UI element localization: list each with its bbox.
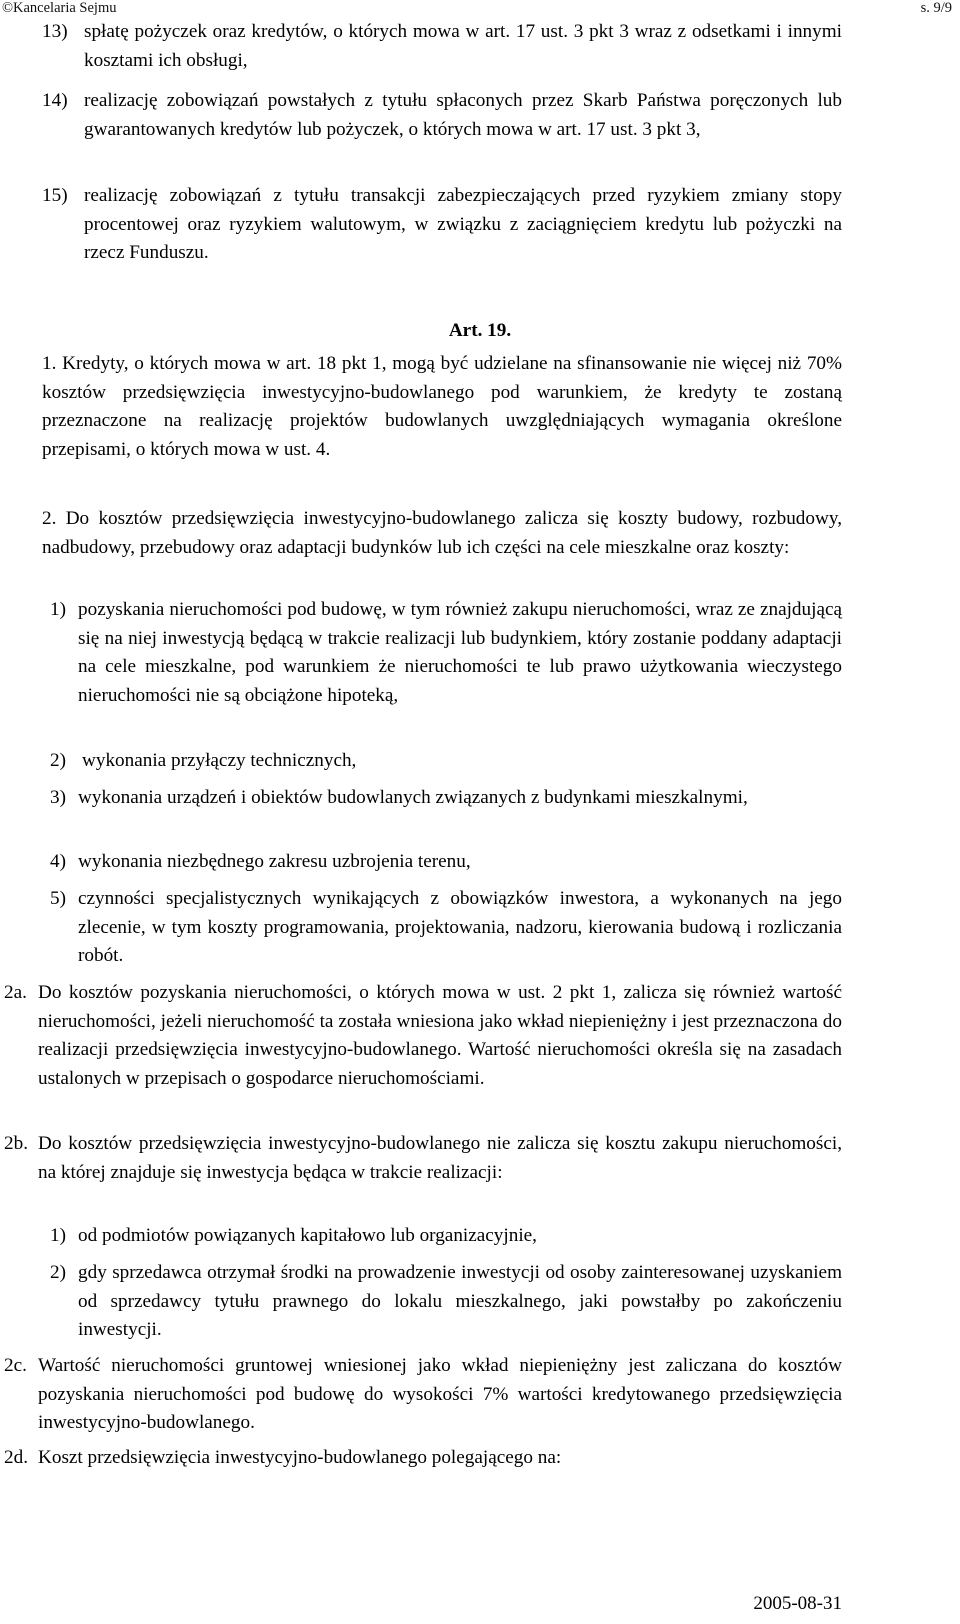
list-item [50,885,842,971]
list-item-number: 5) [50,888,66,909]
paragraph-2: 2. Do kosztów przedsięwzięcia inwestycyjno-budowlanego zalicza się koszty budowy, rozbudowy, nadbudowy, przebudowy oraz adaptacji budynków lub ich części na cele mieszkalne oraz koszty: [42,508,842,558]
list-item [50,784,842,813]
list-item-number: 1) [50,599,66,620]
paragraph-text: Wartość nieruchomości gruntowej wniesionej jako wkład niepieniężny jest zaliczana do kosztów pozyskania nieruchomości pod budowę do wysokości 7% wartości kredytowanego przedsięwzięcia inwestycyjno-budowlanego. [38,1355,842,1434]
list-item-text: gdy sprzedawca otrzymał środki na prowadzenie inwestycji od osoby zainteresowanej uzyskaniem od sprzedawcy tytułu prawnego do lokalu mieszkalnego, jaki powstałby po zakończeniu inwestycji. [78,1262,842,1341]
paragraph-text: Koszt przedsięwzięcia inwestycyjno-budowlanego polegającego na: [38,1447,562,1468]
paragraph-number: 2c. [4,1355,27,1376]
list-item-number: 2) [50,1262,66,1283]
document-date: 2005-08-31 [753,1593,842,1614]
paragraph-number: 2a. [4,982,27,1003]
paragraph-2b [4,1130,842,1187]
paragraph-number: 2d. [4,1447,28,1468]
list-item-number: 3) [50,787,66,808]
paragraph-text: Do kosztów przedsięwzięcia inwestycyjno-budowlanego nie zalicza się kosztu zakupu nieruchomości, na której znajduje się inwestycja będąca w trakcie realizacji: [38,1133,842,1183]
paragraph-2c [4,1352,842,1438]
list-item-text: wykonania urządzeń i obiektów budowlanych związanych z budynkami mieszkalnymi, [78,787,748,808]
list-item [42,87,842,144]
list-item-number: 13) [42,21,68,42]
list-item-text: realizację zobowiązań z tytułu transakcji zabezpieczających przed ryzykiem zmiany stopy procentowej oraz ryzykiem walutowym, w związku z zaciągnięciem kredytu lub pożyczki na rzecz Funduszu. [84,185,842,264]
list-item-number: 1) [50,1225,66,1246]
list-item-text: wykonania przyłączy technicznych, [82,750,357,771]
list-item [50,848,842,877]
list-item-number: 15) [42,185,68,206]
page-header-left: ©Kancelaria Sejmu [2,0,117,16]
list-item [42,18,842,75]
list-item [50,596,842,710]
list-item-number: 2) [50,750,66,771]
paragraph-number: 2b. [4,1133,28,1154]
list-item [50,1222,842,1251]
list-item-number: 4) [50,851,66,872]
list-item [42,182,842,268]
article-title: Art. 19. [448,320,512,341]
paragraph-1: 1. Kredyty, o których mowa w art. 18 pkt 1, mogą być udzielane na sfinansowanie nie więcej niż 70% kosztów przedsięwzięcia inwestycyjno-budowlanego pod warunkiem, że kredyty te zostaną przeznaczone na realizację projektów budowlanych uwzględniających wymagania określone przepisami, o których mowa w ust. 4. [42,353,842,460]
paragraph-text: Do kosztów pozyskania nieruchomości, o których mowa w ust. 2 pkt 1, zalicza się również wartość nieruchomości, jeżeli nieruchomość ta została wniesiona jako wkład niepieniężny i jest przeznaczona do realizacji przedsięwzięcia inwestycyjno-budowlanego. Wartość nieruchomości określa się na zasadach ustalonych w przepisach o gospodarce nieruchomościami. [38,982,842,1089]
list-item-text: spłatę pożyczek oraz kredytów, o których mowa w art. 17 ust. 3 pkt 3 wraz z odsetkami i innymi kosztami ich obsługi, [84,21,842,71]
page-number: s. 9/9 [920,0,952,16]
list-item-text: pozyskania nieruchomości pod budowę, w tym również zakupu nieruchomości, wraz ze znajdującą się na niej inwestycją będącą w trakcie realizacji lub budynkiem, który zostanie poddany adaptacji na cele mieszkalne, pod warunkiem że nieruchomości te lub prawo użytkowania wieczystego nieruchomości nie są obciążone hipoteką, [78,599,842,706]
list-item [50,747,842,776]
paragraph-2a [4,979,842,1093]
list-item-text: realizację zobowiązań powstałych z tytułu spłaconych przez Skarb Państwa poręczonych lub gwarantowanych kredytów lub pożyczek, o których mowa w art. 17 ust. 3 pkt 3, [84,90,842,140]
list-item-number: 14) [42,90,68,111]
list-item [50,1259,842,1345]
list-item-text: od podmiotów powiązanych kapitałowo lub organizacyjnie, [78,1225,537,1246]
list-item-text: wykonania niezbędnego zakresu uzbrojenia terenu, [78,851,471,872]
list-item-text: czynności specjalistycznych wynikających z obowiązków inwestora, a wykonanych na jego zlecenie, w tym koszty programowania, projektowania, nadzoru, kierowania budową i rozliczania robót. [78,888,842,967]
paragraph-2d [4,1444,842,1473]
